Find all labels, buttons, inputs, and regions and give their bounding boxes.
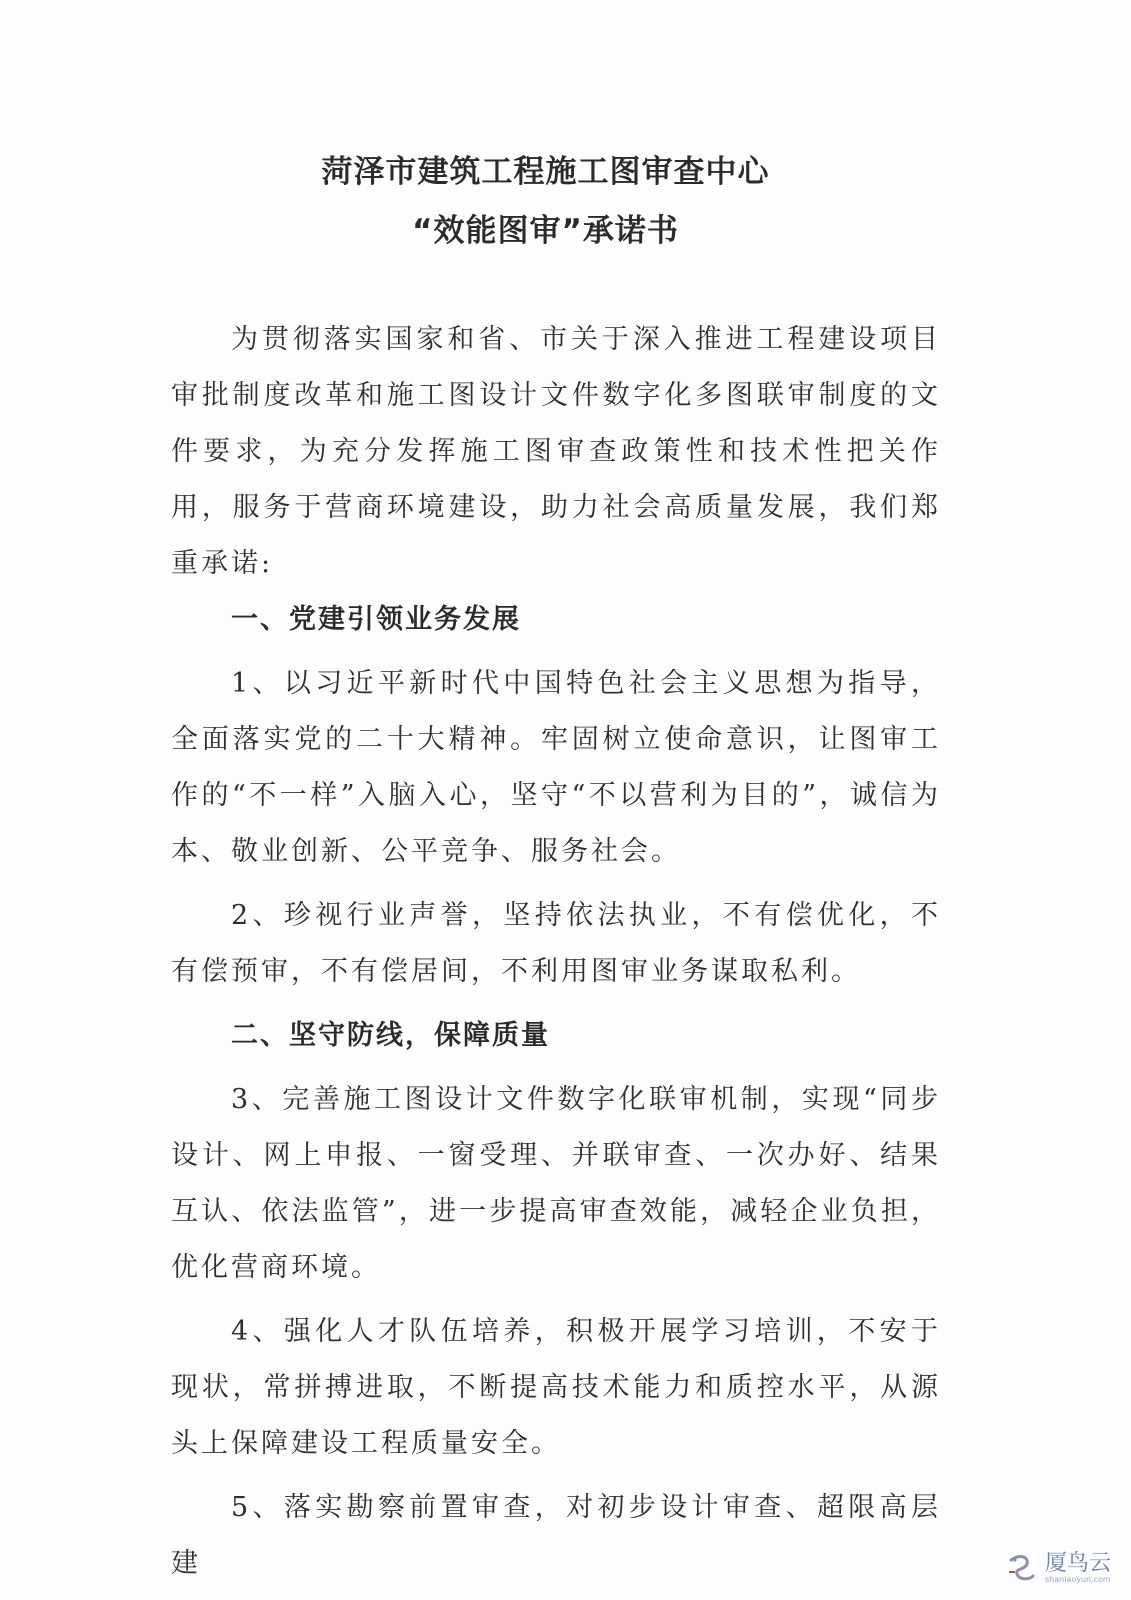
item-paragraph-5: 5、落实勘察前置审查，对初步设计审查、超限高层建	[171, 1492, 941, 1579]
section-heading-1: 一、党建引领业务发展	[231, 604, 521, 635]
document-body	[171, 312, 941, 1592]
bird-logo-icon	[1005, 1552, 1039, 1586]
document-title-line2: “效能图审”承诺书	[412, 213, 679, 249]
item-paragraph-3: 3、完善施工图设计文件数字化联审机制，实现“同步设计、网上申报、一窗受理、并联审查、一次办好、结果互认、依法监管”，进一步提高审查效能，减轻企业负担，优化营商环境。	[171, 1084, 941, 1283]
watermark	[1005, 1552, 1111, 1586]
intro-paragraph: 为贯彻落实国家和省、市关于深入推进工程建设项目审批制度改革和施工图设计文件数字化多图联审制度的文件要求，为充分发挥施工图审查政策性和技术性把关作用，服务于营商环境建设，助力社会高质量发展，我们郑重承诺:	[171, 324, 941, 579]
watermark-name: 厦鸟云	[1044, 1551, 1111, 1576]
item-paragraph-1: 1、以习近平新时代中国特色社会主义思想为指导，全面落实党的二十大精神。牢固树立使命意识，让图审工作的“不一样”入脑入心，坚守“不以营利为目的”，诚信为本、敬业创新、公平竞争、服务社会。	[171, 668, 941, 867]
section-heading-2: 二、坚守防线，保障质量	[231, 1020, 550, 1051]
document-title-line1: 菏泽市建筑工程施工图审查中心	[321, 154, 770, 190]
item-paragraph-4: 4、强化人才队伍培养，积极开展学习培训，不安于现状，常拼搏进取，不断提高技术能力和质控水平，从源头上保障建设工程质量安全。	[171, 1316, 941, 1459]
item-paragraph-2: 2、珍视行业声誉，坚持依法执业，不有偿优化，不有偿预审，不有偿居间，不利用图审业务谋取私利。	[171, 900, 941, 987]
watermark-url: shaniaoyun.com	[1044, 1575, 1111, 1584]
